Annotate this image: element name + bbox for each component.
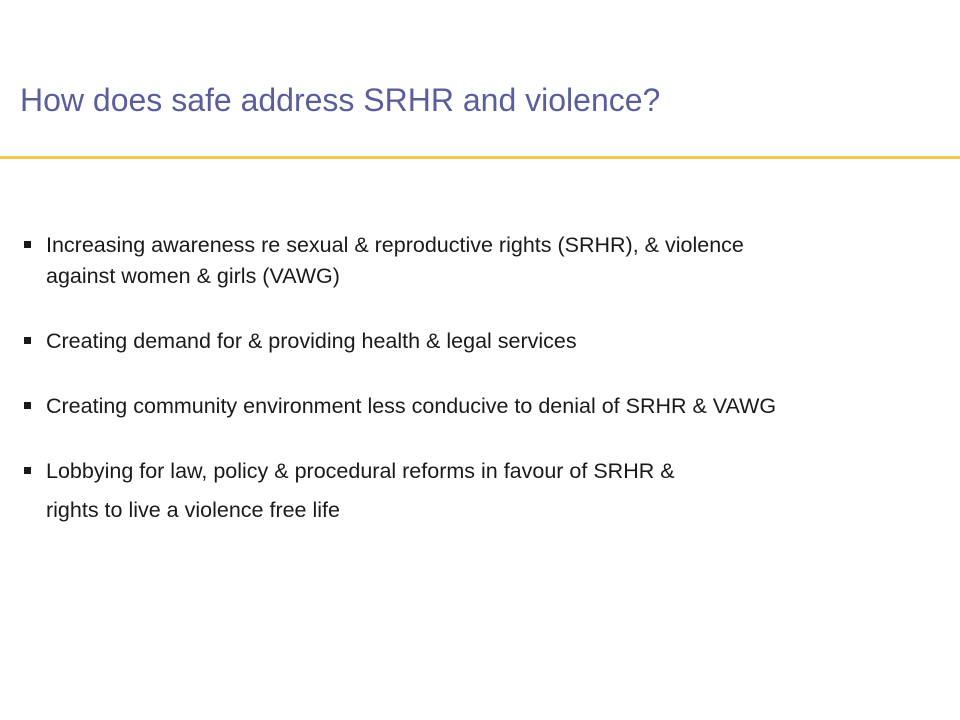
square-bullet-icon	[24, 467, 31, 474]
bullet-item	[22, 391, 952, 422]
bullet-item	[22, 230, 952, 292]
bullet-text: Creating demand for & providing health & legal services	[46, 329, 577, 353]
bullet-text: Lobbying for law, policy & procedural reforms in favour of SRHR &	[46, 459, 675, 483]
title-divider	[0, 156, 960, 159]
bullet-text: Creating community environment less conducive to denial of SRHR & VAWG	[46, 394, 777, 418]
slide-title: How does safe address SRHR and violence?	[20, 82, 661, 118]
square-bullet-icon	[24, 337, 31, 344]
bullet-text: Increasing awareness re sexual & reproductive rights (SRHR), & violence	[46, 233, 744, 257]
bullet-item	[22, 456, 952, 526]
bullet-text: rights to live a violence free life	[46, 498, 340, 522]
square-bullet-icon	[24, 241, 31, 248]
bullet-item	[22, 326, 952, 357]
bullet-list	[22, 230, 952, 526]
bullet-text: against women & girls (VAWG)	[46, 264, 340, 288]
square-bullet-icon	[24, 402, 31, 409]
